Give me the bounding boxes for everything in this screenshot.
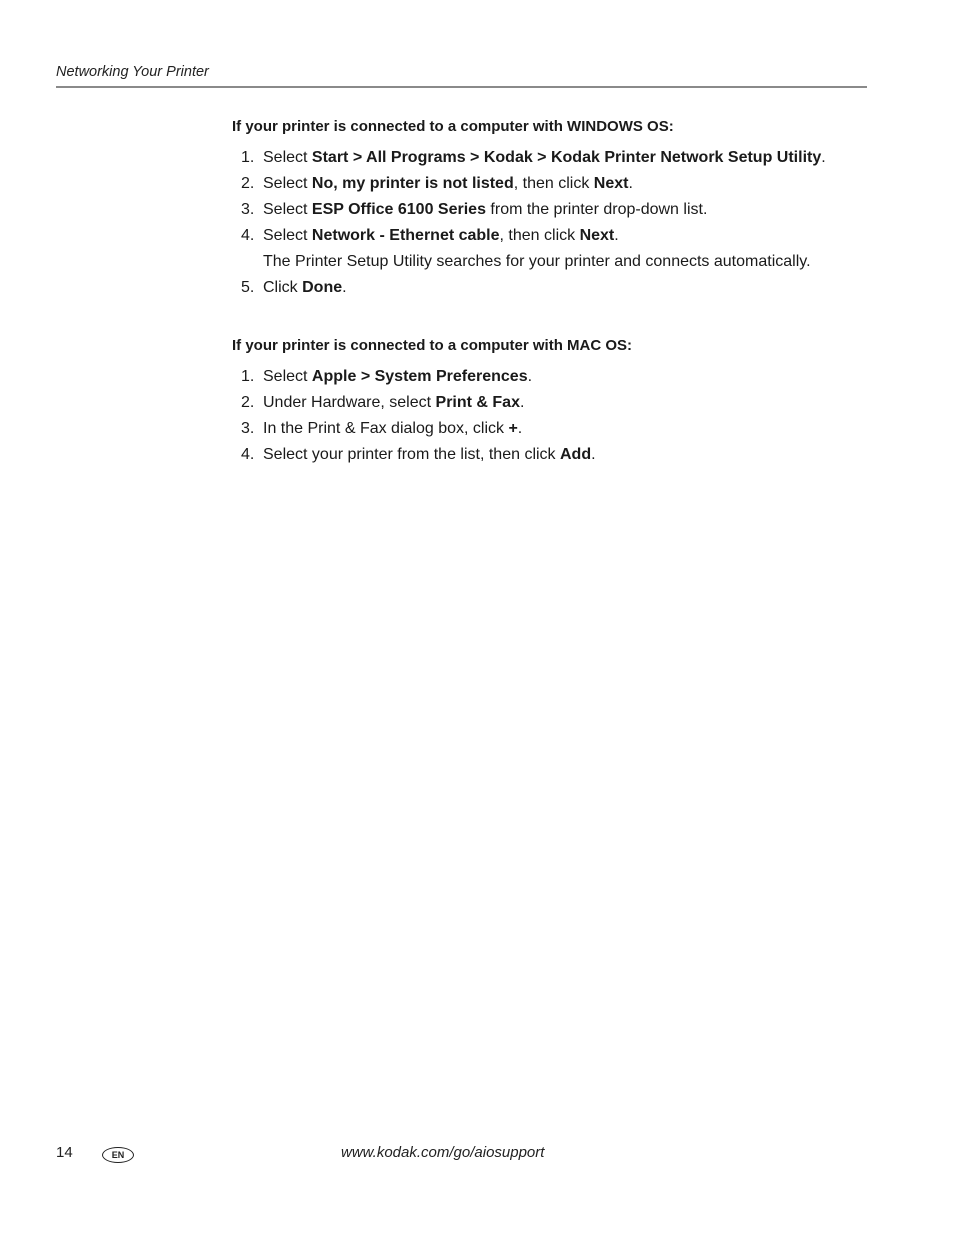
windows-step-4 <box>232 223 872 275</box>
mac-step-3 <box>232 416 872 442</box>
step-number: 4. <box>241 446 255 463</box>
step-text: . <box>591 446 596 463</box>
mac-step-4 <box>232 442 872 468</box>
mac-steps-list <box>232 364 872 468</box>
windows-step-1 <box>232 145 872 171</box>
step-number: 1. <box>241 149 255 166</box>
step-text: . <box>614 227 619 244</box>
step-emphasis: Network - Ethernet cable <box>311 227 500 244</box>
mac-instructions <box>232 337 872 468</box>
step-text: Select <box>263 149 312 166</box>
windows-section-title: If your printer is connected to a computer with WINDOWS OS: <box>232 118 674 135</box>
step-number: 3. <box>241 420 255 437</box>
step-text: Select your printer from the list, then click <box>263 446 560 463</box>
windows-step-5 <box>232 275 872 301</box>
step-number: 2. <box>241 394 255 411</box>
step-text: . <box>342 279 347 296</box>
step-emphasis: + <box>508 420 518 437</box>
step-emphasis: Done <box>302 279 343 296</box>
header-divider <box>56 86 867 88</box>
step-text: . <box>519 394 525 411</box>
windows-steps-list <box>232 145 872 301</box>
windows-step-3 <box>232 197 872 223</box>
step-text: . <box>527 368 533 385</box>
step-text: In the Print & Fax dialog box, click <box>263 420 509 437</box>
support-url: www.kodak.com/go/aiosupport <box>341 1144 545 1161</box>
step-text: Under Hardware, select <box>263 394 436 411</box>
running-header-title: Networking Your Printer <box>56 64 209 80</box>
mac-section-title: If your printer is connected to a computer with MAC OS: <box>232 337 633 354</box>
step-emphasis: No, my printer is not listed <box>311 175 514 192</box>
step-text: , then click <box>513 175 594 192</box>
step-number: 3. <box>241 201 255 218</box>
step-text: Click <box>263 279 303 296</box>
page-number: 14 <box>56 1144 73 1161</box>
mac-step-2 <box>232 390 872 416</box>
step-emphasis: Print & Fax <box>435 394 520 411</box>
step-text: . <box>517 420 523 437</box>
step-emphasis: ESP Office 6100 Series <box>311 201 486 218</box>
step-text: Select <box>263 175 312 192</box>
windows-instructions <box>232 118 872 301</box>
step-text: . <box>628 175 633 192</box>
step-number: 2. <box>241 175 255 192</box>
step-text: from the printer drop-down list. <box>485 201 708 218</box>
step-text: Select <box>263 227 312 244</box>
step-text: . <box>821 149 826 166</box>
step-emphasis: Apple > System Preferences <box>311 368 528 385</box>
language-badge: EN <box>102 1147 134 1163</box>
step-number: 5. <box>241 279 255 296</box>
windows-step-2 <box>232 171 872 197</box>
mac-step-1 <box>232 364 872 390</box>
step-emphasis: Next <box>593 175 629 192</box>
step-number: 4. <box>241 227 255 244</box>
step-emphasis: Next <box>579 227 615 244</box>
step-text: Select <box>263 201 312 218</box>
step-emphasis: Add <box>560 446 592 463</box>
step-text: , then click <box>499 227 580 244</box>
step-note: The Printer Setup Utility searches for your printer and connects automatically. <box>263 253 811 270</box>
step-number: 1. <box>241 368 255 385</box>
step-emphasis: Start > All Programs > Kodak > Kodak Printer Network Setup Utility <box>311 149 822 166</box>
step-text: Select <box>263 368 312 385</box>
